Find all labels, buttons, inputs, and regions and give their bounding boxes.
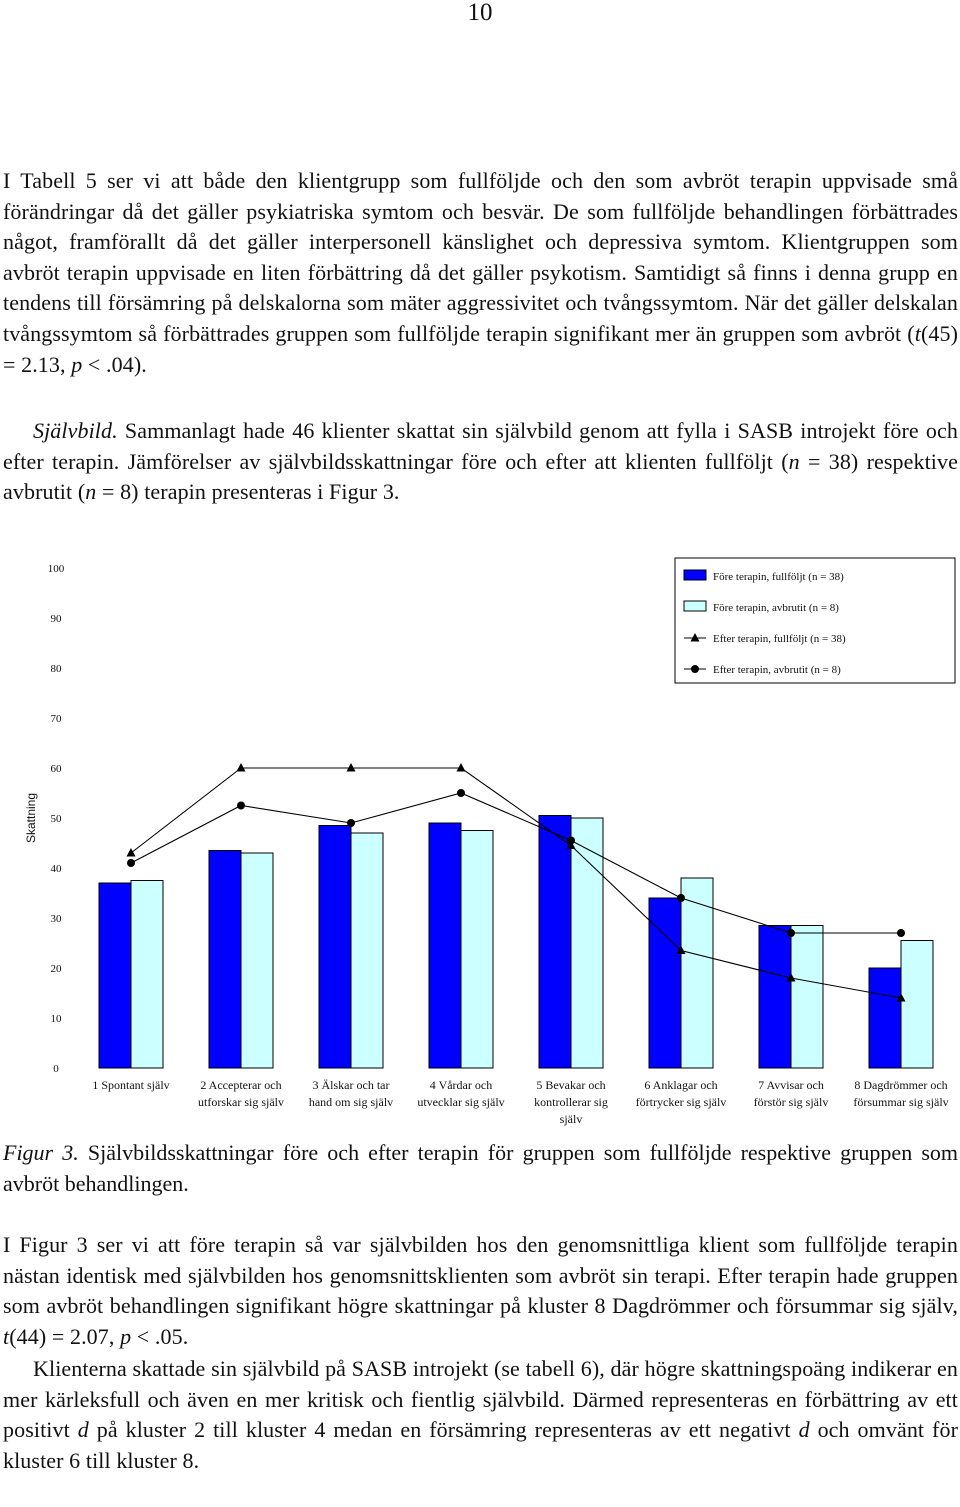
y-tick-label: 80 [50,663,62,675]
x-tick-label: 4 Vårdar och utvecklar sig själv [417,1078,505,1109]
figure-caption: Figur 3. Självbildsskattningar före och efter terapin för gruppen som fullföljde respektive gruppen som avbröt behandlingen. [3,1140,958,1196]
y-tick-label: 100 [47,563,65,575]
y-tick-label: 20 [50,963,62,975]
bar [571,818,603,1068]
circle-marker [787,929,795,937]
paragraph-self-image: Självbild. Sammanlagt hade 46 klienter skattat sin självbild genom att fylla i SASB introjekt före och efter terapin. Jämförelser av självbildsskattningar före och efter att klienten fullföljt (n = 38) respektive avbrutit (n = 8) terapin presenteras i Figur 3. [3,418,958,505]
page-number: 10 [467,0,493,26]
bar [649,898,681,1068]
bar [901,941,933,1069]
y-tick-label: 40 [50,863,62,875]
triangle-marker [347,763,356,772]
circle-marker [457,789,465,797]
y-tick-label: 0 [53,1063,59,1075]
x-tick-label: 2 Accepterar och utforskar sig själv [198,1078,284,1109]
bar [429,823,461,1068]
legend-label: Efter terapin, avbrutit (n = 8) [713,664,841,676]
y-tick-label: 70 [50,713,62,725]
legend-label: Före terapin, fullföljt (n = 38) [713,571,844,583]
bar [351,833,383,1068]
legend-circle-marker [691,665,699,673]
y-tick-label: 50 [50,813,62,825]
y-axis-label: Skattning [24,792,38,844]
bar [319,826,351,1069]
bar [539,816,571,1069]
bar [791,926,823,1069]
figure-3-chart [0,548,960,1138]
paragraph-sasb-ratings: Klienterna skattade sin självbild på SASB introjekt (se tabell 6), där högre skattningspoäng indikerar en mer kärleksfull och även en mer kritisk och fientlig självbild. Därmed representeras en förbättring av ett positivt d på kluster 2 till kluster 4 medan en försämring representeras av ett negativt d och omvänt för kluster 6 till kluster 8. [3,1356,958,1473]
y-tick-label: 30 [50,913,62,925]
circle-marker [897,929,905,937]
triangle-marker [127,848,136,857]
circle-marker [567,837,575,845]
bar [99,883,131,1068]
section-heading: Självbild. [33,418,118,443]
legend-swatch [684,601,706,611]
bar [759,926,791,1069]
circle-marker [677,894,685,902]
x-tick-label: 7 Avvisar och förstör sig själv [753,1078,829,1109]
paragraph-symptoms: I Tabell 5 ser vi att både den klientgrupp som fullföljde och den som avbröt terapin uppvisade små förändringar då det gäller psykiatriska symtom och besvär. De som fullföljde behandlingen förbättrades något, framförallt då det gäller interpersonell känslighet och depressiva symtom. Klientgruppen som avbröt terapin uppvisade en liten förbättring då det gäller psykotism. Samtidigt så finns i denna grupp en tendens till försämring på delskalorna som mäter aggressivitet och tvångssymtom. När det gäller delskalan tvångssymtom så förbättrades gruppen som fullföljde terapin signifikant mer än gruppen som avbröt (t(45) = 2.13, p < .04). [3,168,958,377]
paragraph-figure-discussion: I Figur 3 ser vi att före terapin så var självbilden hos den genomsnittliga klient som fullföljde terapin nästan identisk med självbilden hos genomsnittsklienten som avbröt sin terapi. Efter terapin hade gruppen som avbröt behandlingen signifikant högre skattningar på kluster 8 Dagdrömmer och försummar sig själv, t(44) = 2.07, p < .05. [3,1232,958,1349]
legend-label: Före terapin, avbrutit (n = 8) [713,602,839,614]
y-tick-label: 90 [50,613,62,625]
x-tick-label: 6 Anklagar och förtrycker sig själv [635,1078,727,1109]
x-tick-label: 1 Spontant själv [92,1078,170,1092]
triangle-marker [457,763,466,772]
x-tick-label: 5 Bevakar och kontrollerar sig själv [534,1078,608,1126]
legend-swatch [684,570,706,580]
y-tick-label: 10 [50,1013,62,1025]
circle-marker [127,859,135,867]
circle-marker [347,819,355,827]
x-tick-label: 8 Dagdrömmer och försummar sig själv [853,1078,949,1109]
bar [461,831,493,1069]
bar [241,853,273,1068]
legend-label: Efter terapin, fullföljt (n = 38) [713,633,846,645]
y-tick-label: 60 [50,763,62,775]
triangle-marker [237,763,246,772]
bar [209,851,241,1069]
bar [131,881,163,1069]
circle-marker [237,802,245,810]
bar [869,968,901,1068]
x-tick-label: 3 Älskar och tar hand om sig själv [308,1078,394,1109]
